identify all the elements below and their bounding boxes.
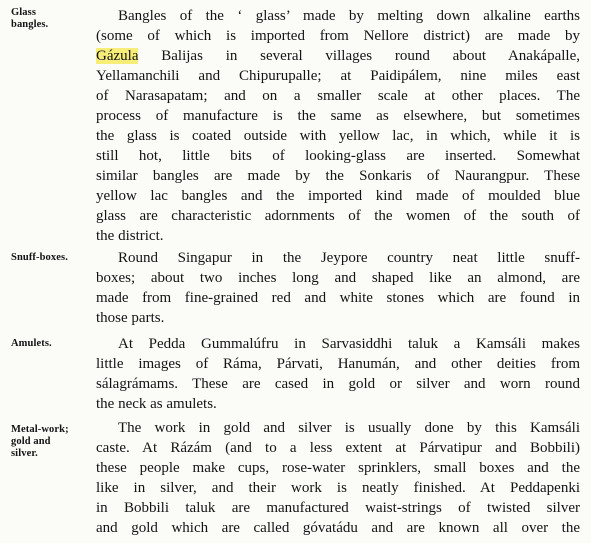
text-line: the glass is coated outside with yellow lac, in which, while it is xyxy=(96,128,580,144)
text-line: these people make cups, rose-water sprinklers, small boxes and the xyxy=(96,460,580,476)
text-line: like in silver, and their work is neatly finished. At Peddapenki xyxy=(96,480,580,496)
text-line: and gold which are called góvatádu and are known all over the xyxy=(96,520,580,536)
paragraph-glass-bangles xyxy=(96,6,580,246)
text-line: caste. At Rázám (and to a less extent at Párvatipur and Bobbili) xyxy=(96,440,580,456)
side-label-amulets xyxy=(11,338,91,350)
paragraph-snuff-boxes xyxy=(96,248,580,328)
text-line: those parts. xyxy=(96,310,165,326)
text-line: glass are characteristic adornments of the women of the south of xyxy=(96,208,580,224)
side-label-line: Glass xyxy=(11,7,37,18)
side-label-line: Metal-work; xyxy=(11,424,69,435)
text-line: boxes; about two inches long and shaped like an almond, are xyxy=(96,270,580,286)
text-line: Yellamanchili and Chipurupalle; at Paidipálem, nine miles east xyxy=(96,68,580,84)
side-label-line: silver. xyxy=(11,448,38,459)
text-line: still hot, little bits of looking-glass are inserted. Somewhat xyxy=(96,148,580,164)
text-line: the neck as amulets. xyxy=(96,396,217,412)
text-line: the district. xyxy=(96,228,164,244)
side-label-line: Snuff-boxes. xyxy=(11,252,68,263)
side-label-line: Amulets. xyxy=(11,338,52,349)
text-line: similar bangles are made by the Sonkaris of Naurangpur. These xyxy=(96,168,580,184)
text-line: (some of which is imported from Nellore district) are made by xyxy=(96,28,580,44)
highlighted-word: Gázula xyxy=(96,48,139,64)
text-line: of Narasapatam; and on a smaller scale at other places. The xyxy=(96,88,580,104)
text-line: The work in gold and silver is usually done by this Kamsáli xyxy=(118,420,580,436)
text-line-highlighted xyxy=(96,46,580,66)
text-line: made from fine-grained red and white stones which are found in xyxy=(96,290,580,306)
side-label-glass-bangles xyxy=(11,7,91,31)
text-line: little images of Ráma, Párvati, Hanumán, and other deities from xyxy=(96,356,580,372)
side-label-line: bangles. xyxy=(11,19,49,30)
text-line-rest: Balijas in several villages round about Anakápalle, xyxy=(138,48,580,64)
side-label-line: gold and xyxy=(11,436,51,447)
paragraph-metal-work xyxy=(96,418,580,538)
text-line: yellow lac bangles and the imported kind made of moulded blue xyxy=(96,188,580,204)
text-line: Round Singapur in the Jeypore country neat little snuff- xyxy=(118,250,580,266)
text-line: process of manufacture is the same as elsewhere, but sometimes xyxy=(96,108,580,124)
text-line: sálagrámams. These are cased in gold or silver and worn round xyxy=(96,376,580,392)
text-line: in Bobbili taluk are manufactured waist-strings of twisted silver xyxy=(96,500,580,516)
side-label-metal-work xyxy=(11,424,91,460)
text-line: Bangles of the ‘ glass’ made by melting down alkaline earths xyxy=(118,8,580,24)
side-label-snuff-boxes xyxy=(11,252,91,264)
paragraph-amulets xyxy=(96,334,580,414)
text-line: At Pedda Gummalúfru in Sarvasiddhi taluk a Kamsáli makes xyxy=(118,336,580,352)
